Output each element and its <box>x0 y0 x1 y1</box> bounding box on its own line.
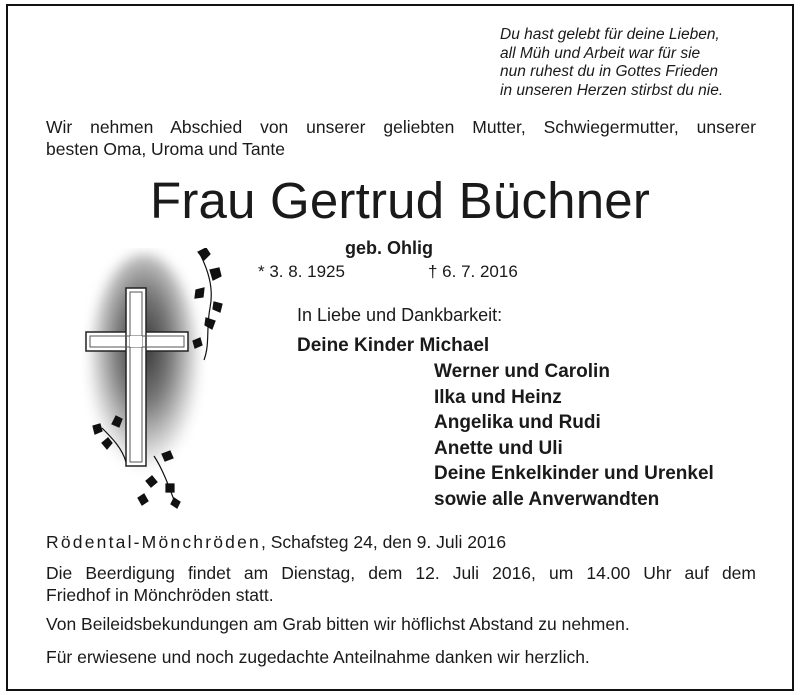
poem-line: in unseren Herzen stirbst du nie. <box>500 81 724 99</box>
signatory: Ilka und Heinz <box>434 386 562 408</box>
death-date: † 6. 7. 2016 <box>428 262 518 281</box>
poem-line: Du hast gelebt für deine Lieben, <box>500 26 720 43</box>
birth-date: * 3. 8. 1925 <box>258 262 345 281</box>
intro-text <box>46 116 756 160</box>
gratitude-note: Für erwiesene und noch zugedachte Anteilnahme danken wir herzlich. <box>46 647 590 667</box>
poem <box>500 26 723 100</box>
place-and-date <box>46 532 506 553</box>
signatory: sowie alle Anverwandten <box>434 488 660 510</box>
place-name: Rödental-Mönchröden <box>46 532 261 552</box>
signatory: Deine Enkelkinder und Urenkel <box>434 463 714 484</box>
funeral-line: Friedhof in Mönchröden statt. <box>46 585 274 605</box>
poem-line: nun ruhest du in Gottes Frieden <box>500 63 718 80</box>
address-date: , Schafsteg 24, den 9. Juli 2016 <box>260 532 507 552</box>
poem-line: all Müh und Arbeit war für sie <box>500 44 701 62</box>
signatory: Anette und Uli <box>434 437 563 459</box>
signatory: Werner und Carolin <box>434 361 610 382</box>
signatory-first: Deine Kinder Michael <box>297 335 490 356</box>
signatory: Angelika und Rudi <box>434 412 601 433</box>
funeral-info <box>46 562 756 606</box>
signatory-list <box>434 359 714 512</box>
deceased-name: Frau Gertrud Büchner <box>149 172 651 229</box>
condolence-note: Von Beileidsbekundungen am Grab bitten wir höflichst Abstand zu nehmen. <box>46 614 630 634</box>
cross-icon <box>82 248 230 510</box>
funeral-line: Die Beerdigung findet am Dienstag, dem 12. Juli 2016, um 14.00 Uhr auf dem <box>46 563 756 583</box>
maiden-name: geb. Ohlig <box>345 238 433 258</box>
intro-line: Wir nehmen Abschied von unserer geliebten Mutter, Schwiegermutter, unserer <box>46 117 756 137</box>
intro-line: besten Oma, Uroma und Tante <box>46 139 285 159</box>
thanks-line: In Liebe und Dankbarkeit: <box>297 305 503 325</box>
